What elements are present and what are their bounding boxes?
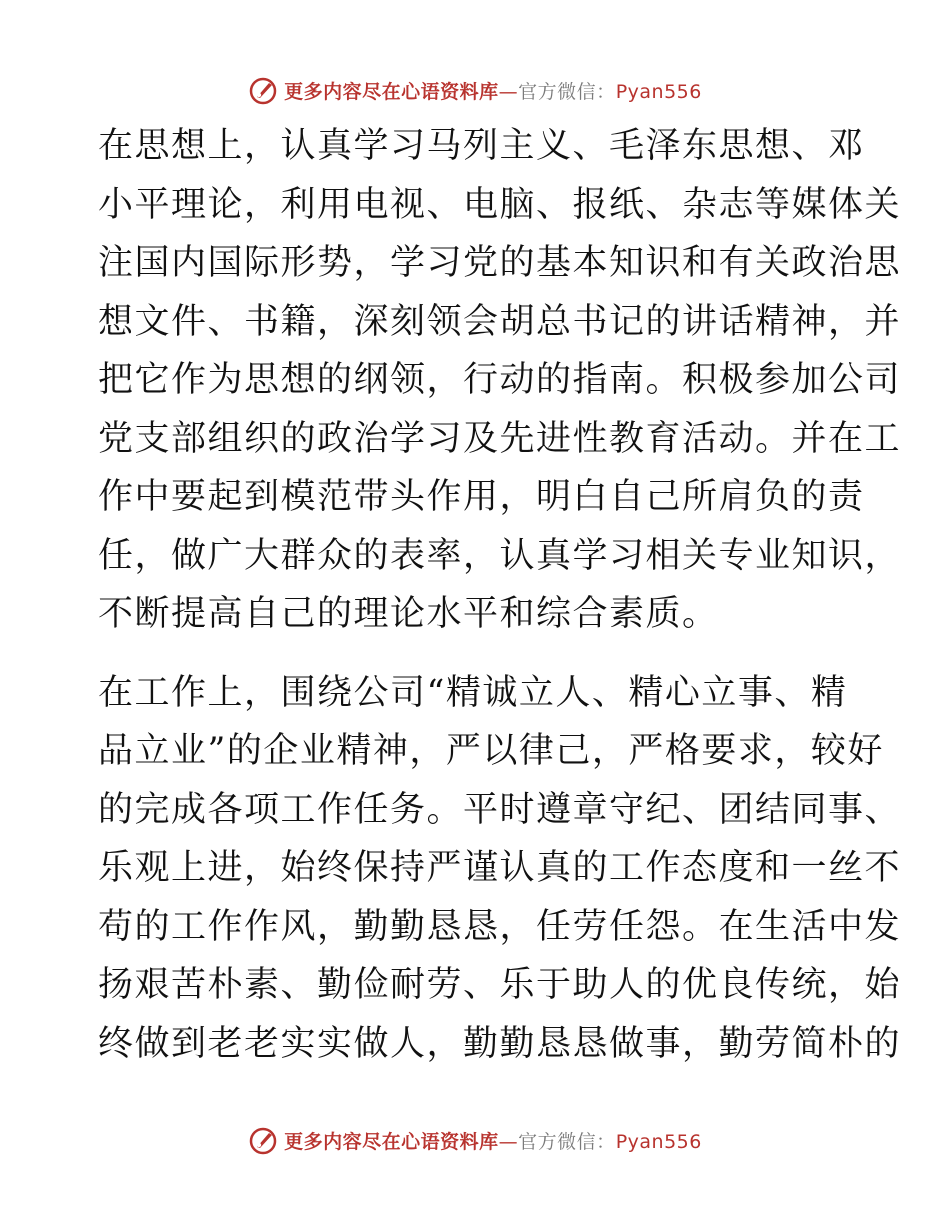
paragraph-1-line: 想文件、书籍，深刻领会胡总书记的讲话精神，并 bbox=[98, 301, 902, 342]
paragraph-2-line: 乐观上进，始终保持严谨认真的工作态度和一丝不 bbox=[98, 848, 902, 888]
paragraph-1-line: 任，做广大群众的表率，认真学习相关专业知识， bbox=[98, 535, 902, 576]
footer-separator: — bbox=[498, 1130, 519, 1153]
paragraph-2-line: 的完成各项工作任务。平时遵章守纪、团结同事、 bbox=[98, 789, 902, 830]
header-wechat-label: 官方微信： bbox=[518, 80, 616, 103]
header-separator: — bbox=[498, 80, 519, 103]
paragraph-2-line: 品立业”的企业精神，严以律己，严格要求，较好 bbox=[98, 731, 884, 771]
footer-banner bbox=[0, 1120, 950, 1160]
paragraph-1-line: 在思想上，认真学习马列主义、毛泽东思想、邓 bbox=[98, 126, 865, 166]
footer-banner-text bbox=[284, 1127, 702, 1154]
paragraph-1-line: 把它作为思想的纲领，行动的指南。积极参加公司 bbox=[98, 360, 902, 400]
paragraph-1-line: 作中要起到模范带头作用，明白自己所肩负的责 bbox=[98, 477, 865, 517]
paragraph-gap bbox=[98, 644, 858, 664]
quill-pen-logo-icon bbox=[248, 75, 278, 105]
paragraph-1-line: 小平理论，利用电视、电脑、报纸、杂志等媒体关 bbox=[98, 184, 902, 225]
footer-brand-text: 更多内容尽在心语资料库 bbox=[284, 1130, 499, 1153]
quill-pen-logo-icon bbox=[248, 1125, 278, 1155]
paragraph-2-line: 在工作上，围绕公司“精诚立人、精心立事、精 bbox=[98, 672, 848, 713]
document-body bbox=[98, 117, 902, 1073]
header-brand-text: 更多内容尽在心语资料库 bbox=[284, 80, 499, 103]
paragraph-2-line: 扬艰苦朴素、勤俭耐劳、乐于助人的优良传统，始 bbox=[98, 965, 902, 1005]
paragraph-1-line: 党支部组织的政治学习及先进性教育活动。并在工 bbox=[98, 418, 902, 459]
header-banner-text bbox=[284, 77, 702, 104]
header-banner bbox=[0, 70, 950, 110]
footer-wechat-label: 官方微信： bbox=[518, 1130, 616, 1153]
paragraph-2 bbox=[98, 664, 902, 1074]
footer-wechat-id: Pyan556 bbox=[615, 1130, 702, 1153]
paragraph-2-line: 终做到老老实实做人，勤勤恳恳做事，勤劳简朴的 bbox=[98, 1023, 902, 1064]
header-wechat-id: Pyan556 bbox=[615, 80, 702, 103]
paragraph-1 bbox=[98, 117, 902, 644]
paragraph-1-line: 不断提高自己的理论水平和综合素质。 bbox=[98, 594, 719, 634]
paragraph-2-line: 苟的工作作风，勤勤恳恳，任劳任怨。在生活中发 bbox=[98, 906, 902, 947]
paragraph-1-line: 注国内国际形势，学习党的基本知识和有关政治思 bbox=[98, 243, 902, 283]
